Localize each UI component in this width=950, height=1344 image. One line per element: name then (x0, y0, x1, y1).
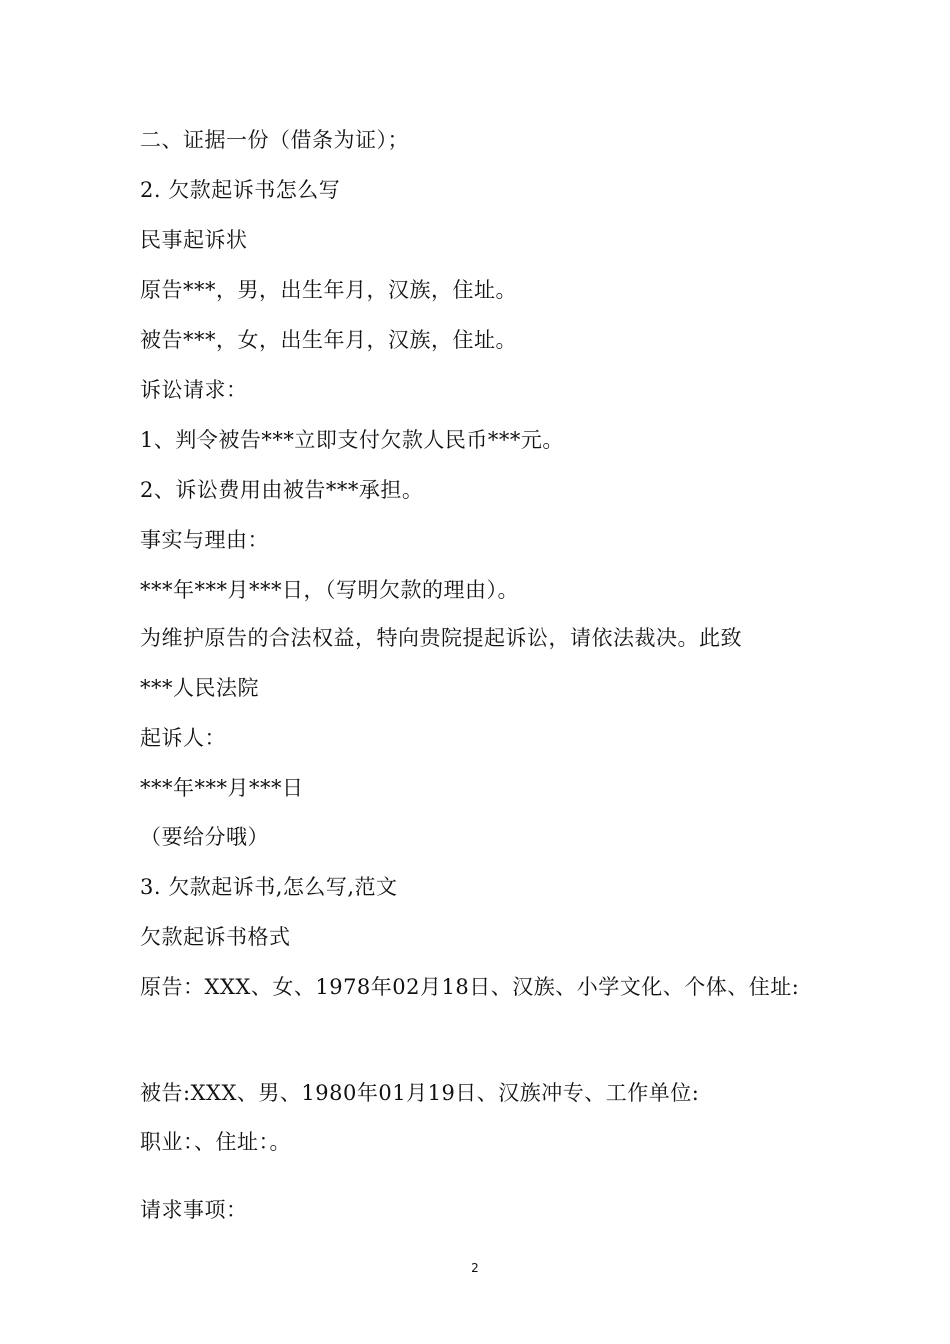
text-line: 原告***，男，出生年月，汉族，住址。 (140, 278, 517, 302)
text-line: ***人民法院 (140, 676, 259, 700)
text-line: 请求事项： (140, 1198, 248, 1222)
text-line: ***年***月***日，（写明欠款的理由）。 (140, 578, 519, 602)
text-line: 民事起诉状 (140, 228, 248, 252)
page-number: 2 (471, 1261, 479, 1275)
text-line: 原告：XXX、女、1978年02月18日、汉族、小学文化、个体、住址: (140, 975, 800, 999)
text-line: 1、判令被告***立即支付欠款人民币***元。 (140, 428, 564, 452)
text-line: 事实与理由： (140, 528, 269, 552)
text-line: 职业：、住址：。 (140, 1130, 291, 1154)
text-line: （要给分哦） (140, 825, 269, 849)
text-line: 二、证据一份（借条为证）； (140, 128, 409, 152)
text-line: 2、诉讼费用由被告***承担。 (140, 478, 424, 502)
text-line: 被告***，女，出生年月，汉族，住址。 (140, 328, 517, 352)
text-line: 起诉人： (140, 726, 226, 750)
text-line: 诉讼请求： (140, 378, 248, 402)
text-line: 为维护原告的合法权益，特向贵院提起诉讼，请依法裁决。此致 (140, 626, 742, 650)
text-line: 被告:XXX、男、1980年01月19日、汉族冲专、工作单位: (140, 1081, 700, 1105)
text-line: 欠款起诉书格式 (140, 925, 291, 949)
text-line: 3. 欠款起诉书,怎么写,范文 (140, 875, 398, 899)
text-line: ***年***月***日 (140, 776, 304, 800)
text-line: 2. 欠款起诉书怎么写 (140, 178, 341, 202)
